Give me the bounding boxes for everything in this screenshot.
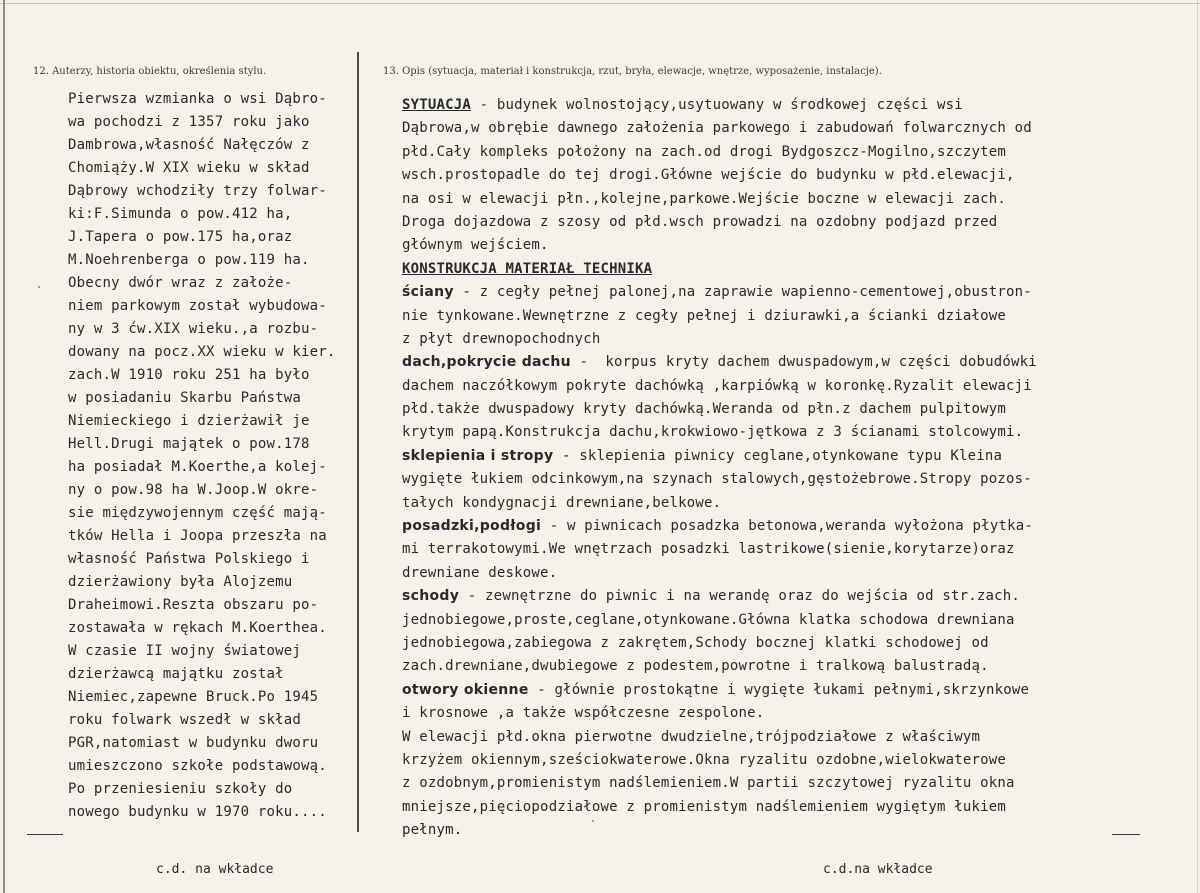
description-text-line <box>402 94 1162 117</box>
element-label: dach,pokrycie dachu <box>402 354 571 371</box>
history-text-line: Po przeniesieniu szkoły do <box>68 781 293 797</box>
top-edge-line <box>0 3 1200 4</box>
element-label: otwory okienne <box>402 681 529 698</box>
history-text-line: wa pochodzi z 1357 roku jako <box>68 114 310 130</box>
history-text-line: J.Tapera o pow.175 ha,oraz <box>68 229 293 245</box>
history-text-line: umieszczono szkołe podstawową. <box>68 758 327 774</box>
description-text: krytym papą.Konstrukcja dachu,krokwiowo-jętkowa z 3 ścianami stolcowymi. <box>402 424 1024 441</box>
description-text: na osi w elewacji płn.,kolejne,parkowe.Wejście boczne w elewacji zach. <box>402 190 1007 207</box>
description-text: - zewnętrzne do piwnic i na werandę oraz do wejścia od str.zach. <box>459 588 1021 605</box>
description-text: płd.także dwuspadowy kryty dachówką.Weranda od płn.z dachem pulpitowym <box>402 401 1007 418</box>
description-text-line <box>402 281 1162 304</box>
section-heading: KONSTRUKCJA MATERIAŁ TECHNIKA <box>402 260 653 277</box>
element-label: sklepienia i stropy <box>402 447 554 464</box>
description-text: z płyt drewnopochodnych <box>402 330 601 347</box>
description-text-line <box>402 819 1162 842</box>
history-text-line: PGR,natomiast w budynku dworu <box>68 735 319 751</box>
description-text-line <box>402 492 1162 515</box>
element-label: schody <box>402 588 460 605</box>
description-text: - korpus kryty dachem dwuspadowym,w części dobudówki <box>570 354 1037 371</box>
description-column <box>402 94 1162 843</box>
history-text-line: Chomiąży.W XIX wieku w skład <box>68 160 310 176</box>
description-text: wsch.prostopadle do tej drogi.Główne wejście do budynku w płd.elewacji, <box>402 167 1015 184</box>
history-text-line: niem parkowym został wybudowa- <box>68 298 327 314</box>
description-text: nie tynkowane.Wewnętrzne z cegły pełnej i dziurawki,a ścianki działowe <box>402 307 1007 324</box>
history-text-line: W czasie II wojny światowej <box>68 643 301 659</box>
description-text: - sklepienia piwnicy ceglane,otynkowane typu Kleina <box>553 447 1003 464</box>
description-text-line <box>402 772 1162 795</box>
description-text: wygięte łukiem odcinkowym,na szynach stalowych,gęstożebrowe.Stropy pozos- <box>402 471 1032 488</box>
history-text-line: własność Państwa Polskiego i <box>68 551 310 567</box>
description-text-line <box>402 351 1162 374</box>
description-text-line <box>402 515 1162 538</box>
history-text-line: ny o pow.98 ha W.Joop.W okre- <box>68 482 319 498</box>
description-text: - w piwnicach posadzka betonowa,weranda wyłożona płytka- <box>541 518 1033 535</box>
description-text-line <box>402 749 1162 772</box>
description-text: krzyżem okiennym,sześciokwaterowe.Okna ryzalitu ozdobne,wielokwaterowe <box>402 751 1007 768</box>
description-text-line <box>402 211 1162 234</box>
description-text-line <box>402 398 1162 421</box>
left-edge-line <box>3 0 5 893</box>
description-text-line <box>402 328 1162 351</box>
history-text-line: ki:F.Simunda o pow.412 ha, <box>68 206 293 222</box>
description-text-line <box>402 305 1162 328</box>
history-text-line: Pierwsza wzmianka o wsi Dąbro- <box>68 91 327 107</box>
history-column <box>68 88 368 824</box>
description-text-line <box>402 632 1162 655</box>
description-text: pełnym. <box>402 822 463 839</box>
description-text-line <box>402 258 1162 281</box>
right-continued-note: c.d.na wkładce <box>823 862 933 877</box>
description-text: mniejsze,pięciopodziałowe z promienistym nadślemieniem wygiętym łukiem <box>402 798 1007 815</box>
description-text: tałych kondygnacji drewniane,belkowe. <box>402 494 722 511</box>
description-text-line <box>402 141 1162 164</box>
history-text-line: Hell.Drugi majątek o pow.178 <box>68 436 310 452</box>
description-text: z ozdobnym,promienistym nadślemieniem.W partii szczytowej ryzalitu okna <box>402 775 1015 792</box>
description-text-line <box>402 585 1162 608</box>
description-text-line <box>402 445 1162 468</box>
history-text-line: dzierżawcą majątku został <box>68 666 284 682</box>
history-text-line: sie międzywojennym część mają- <box>68 505 327 521</box>
description-text: mi terrakotowymi.We wnętrzach posadzki lastrikowe(sienie,korytarze)oraz <box>402 541 1015 558</box>
description-text: Droga dojazdowa z szosy od płd.wsch prowadzi na ozdobny podjazd przed <box>402 213 998 230</box>
description-text: głównym wejściem. <box>402 237 549 254</box>
description-text-line <box>402 164 1162 187</box>
left-margin-dash <box>27 834 63 835</box>
history-text-line: Niemieckiego i dzierżawił je <box>68 413 310 429</box>
history-text-line: ha posiadał M.Koerthe,a kolej- <box>68 459 327 475</box>
history-text-line: Obecny dwór wraz z założe- <box>68 275 293 291</box>
history-text-line: ny w 3 ćw.XIX wieku.,a rozbu- <box>68 321 319 337</box>
element-label: ściany <box>402 284 454 301</box>
description-text: - z cegły pełnej palonej,na zaprawie wapienno-cementowej,obustron- <box>453 284 1032 301</box>
description-text-line <box>402 188 1162 211</box>
description-text: zach.drewniane,dwubiegowe z podestem,powrotne i tralkową balustradą. <box>402 658 989 675</box>
description-text-line <box>402 679 1162 702</box>
history-text-line: M.Noehrenberga o pow.119 ha. <box>68 252 310 268</box>
history-text-line: Draheimowi.Reszta obszaru po- <box>68 597 319 613</box>
description-text: drewniane deskowe. <box>402 564 558 581</box>
description-text-line <box>402 538 1162 561</box>
history-text-line: zostawała w rękach M.Koerthea. <box>68 620 327 636</box>
description-text: - głównie prostokątne i wygięte łukami pełnymi,skrzynkowe <box>528 681 1030 698</box>
description-text-line <box>402 117 1162 140</box>
description-text-line <box>402 234 1162 257</box>
description-text-line <box>402 726 1162 749</box>
right-column-header: 13. Opis (sytuacja, materiał i konstrukcja, rzut, bryła, elewacje, wnętrze, wyposażenie, instalacje). <box>383 66 882 77</box>
left-column-header: 12. Auterzy, historia obiektu, określenia stylu. <box>33 66 267 77</box>
paper-speck <box>592 820 594 822</box>
history-text-line: roku folwark wszedł w skład <box>68 712 301 728</box>
right-edge-line <box>1197 0 1198 893</box>
left-continued-note: c.d. na wkładce <box>156 862 274 877</box>
element-label: posadzki,podłogi <box>402 518 542 535</box>
history-text-line: zach.W 1910 roku 251 ha było <box>68 367 310 383</box>
description-text: - budynek wolnostojący,usytuowany w środkowej części wsi <box>471 97 963 113</box>
section-heading: SYTUACJA <box>402 97 472 113</box>
description-text-line <box>402 655 1162 678</box>
description-text-line <box>402 468 1162 491</box>
history-text-line: Dambrowa,własność Nałęczów z <box>68 137 310 153</box>
history-text-line: Niemiec,zapewne Bruck.Po 1945 <box>68 689 319 705</box>
history-text-line: Dąbrowy wchodziły trzy folwar- <box>68 183 327 199</box>
description-text-line <box>402 375 1162 398</box>
description-text: Dąbrowa,w obrębie dawnego założenia parkowego i zabudowań folwarcznych od <box>402 120 1032 137</box>
right-margin-dash <box>1112 834 1140 835</box>
description-text: W elewacji płd.okna pierwotne dwudzielne,trójpodziałowe z właściwym <box>402 728 981 745</box>
history-text-line: w posiadaniu Skarbu Państwa <box>68 390 301 406</box>
description-text: jednobiegowe,proste,ceglane,otynkowane.Główna klatka schodowa drewniana <box>402 611 1015 628</box>
description-text-line <box>402 421 1162 444</box>
history-text-line: dzierżawiony była Alojzemu <box>68 574 293 590</box>
description-text-line <box>402 562 1162 585</box>
history-text-line: nowego budynku w 1970 roku.... <box>68 804 327 820</box>
description-text: jednobiegowa,zabiegowa z zakrętem,Schody bocznej klatki schodowej od <box>402 634 989 651</box>
description-text: dachem naczółkowym pokryte dachówką ,karpiówką w koronkę.Ryzalit elewacji <box>402 377 1032 394</box>
description-text: płd.Cały kompleks położony na zach.od drogi Bydgoszcz-Mogilno,szczytem <box>402 143 1007 160</box>
history-text-line: tków Hella i Joopa przeszła na <box>68 528 327 544</box>
description-text-line <box>402 702 1162 725</box>
description-text: i krosnowe ,a także współczesne zespolone. <box>402 705 765 722</box>
paper-speck <box>38 286 40 288</box>
description-text-line <box>402 609 1162 632</box>
history-text-line: dowany na pocz.XX wieku w kier. <box>68 344 336 360</box>
description-text-line <box>402 796 1162 819</box>
